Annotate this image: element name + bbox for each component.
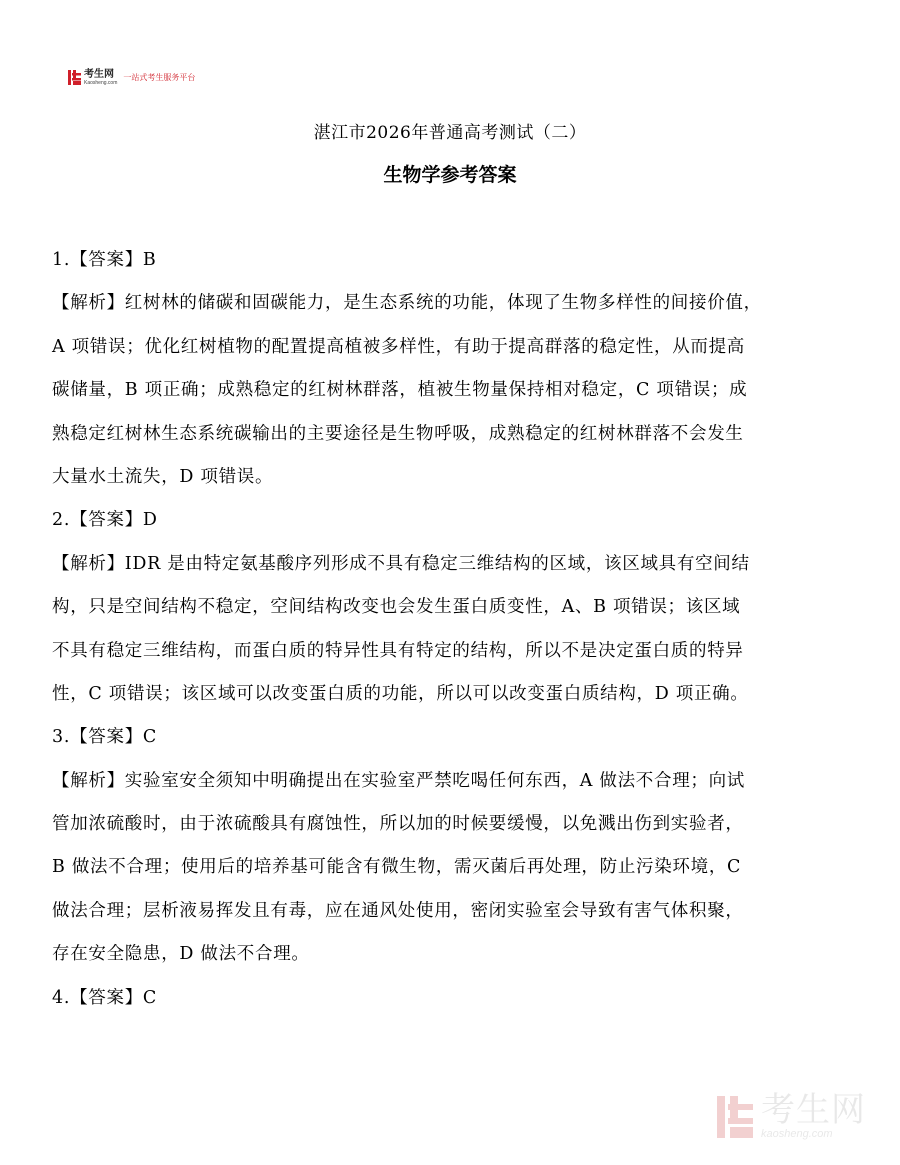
kaosheng-watermark-icon: [715, 1094, 755, 1140]
text-line: 4.【答案】C: [52, 987, 157, 1008]
text-line: 构，只是空间结构不稳定，空间结构改变也会发生蛋白质变性，A、B 项错误；该区域: [52, 597, 741, 618]
text-line: 不具有稳定三维结构，而蛋白质的特异性具有特定的结构，所以不是决定蛋白质的特异: [52, 640, 744, 661]
text-line: 1.【答案】B: [52, 250, 157, 270]
text-line: 3.【答案】C: [52, 727, 157, 748]
text-line: 做法合理；层析液易挥发且有毒，应在通风处使用，密闭实验室会导致有害气体积聚，: [52, 900, 744, 921]
answer-content: [52, 244, 867, 1025]
logo-domain: Kaosheng.com: [84, 79, 118, 86]
kaosheng-logo-icon: [67, 69, 82, 86]
watermark-name: 考生网: [761, 1090, 866, 1130]
text-line: A 项错误；优化红树植物的配置提高植被多样性，有助于提高群落的稳定性，从而提高: [52, 336, 745, 357]
text-line: 【解析】实验室安全须知中明确提出在实验室严禁吃喝任何东西，A 做法不合理；向试: [52, 770, 745, 791]
text-line: 管加浓硫酸时，由于浓硫酸具有腐蚀性，所以加的时候要缓慢，以免溅出伤到实验者，: [52, 814, 744, 835]
watermark: [715, 1090, 866, 1140]
page-subtitle: 生物学参考答案: [383, 164, 517, 186]
text-line: 大量水土流失，D 项错误。: [52, 466, 274, 487]
text-line: 性，C 项错误；该区域可以改变蛋白质的功能，所以可以改变蛋白质结构，D 项正确。: [52, 683, 749, 704]
text-line: 存在安全隐患，D 做法不合理。: [52, 944, 310, 965]
watermark-domain: kaosheng.com: [761, 1128, 833, 1140]
text-line: 熟稳定红树林生态系统碳输出的主要途径是生物呼吸，成熟稳定的红树林群落不会发生: [52, 423, 744, 444]
text-line: 碳储量，B 项正确；成熟稳定的红树林群落，植被生物量保持相对稳定，C 项错误；成: [52, 380, 748, 401]
page-title: 湛江市2026年普通高考测试（二）: [313, 123, 587, 143]
text-line: 【解析】红树林的储碳和固碳能力，是生态系统的功能，体现了生物多样性的间接价值，: [52, 293, 762, 314]
text-line: 【解析】IDR 是由特定氨基酸序列形成不具有稳定三维结构的区域，该区域具有空间结: [52, 553, 750, 574]
text-line: B 做法不合理；使用后的培养基可能含有微生物，需灭菌后再处理，防止污染环境，C: [52, 857, 742, 878]
header-logo: [67, 69, 195, 86]
logo-slogan: 一站式考生服务平台: [123, 73, 196, 82]
text-line: 2.【答案】D: [52, 510, 158, 531]
logo-name: 考生网: [84, 68, 114, 80]
